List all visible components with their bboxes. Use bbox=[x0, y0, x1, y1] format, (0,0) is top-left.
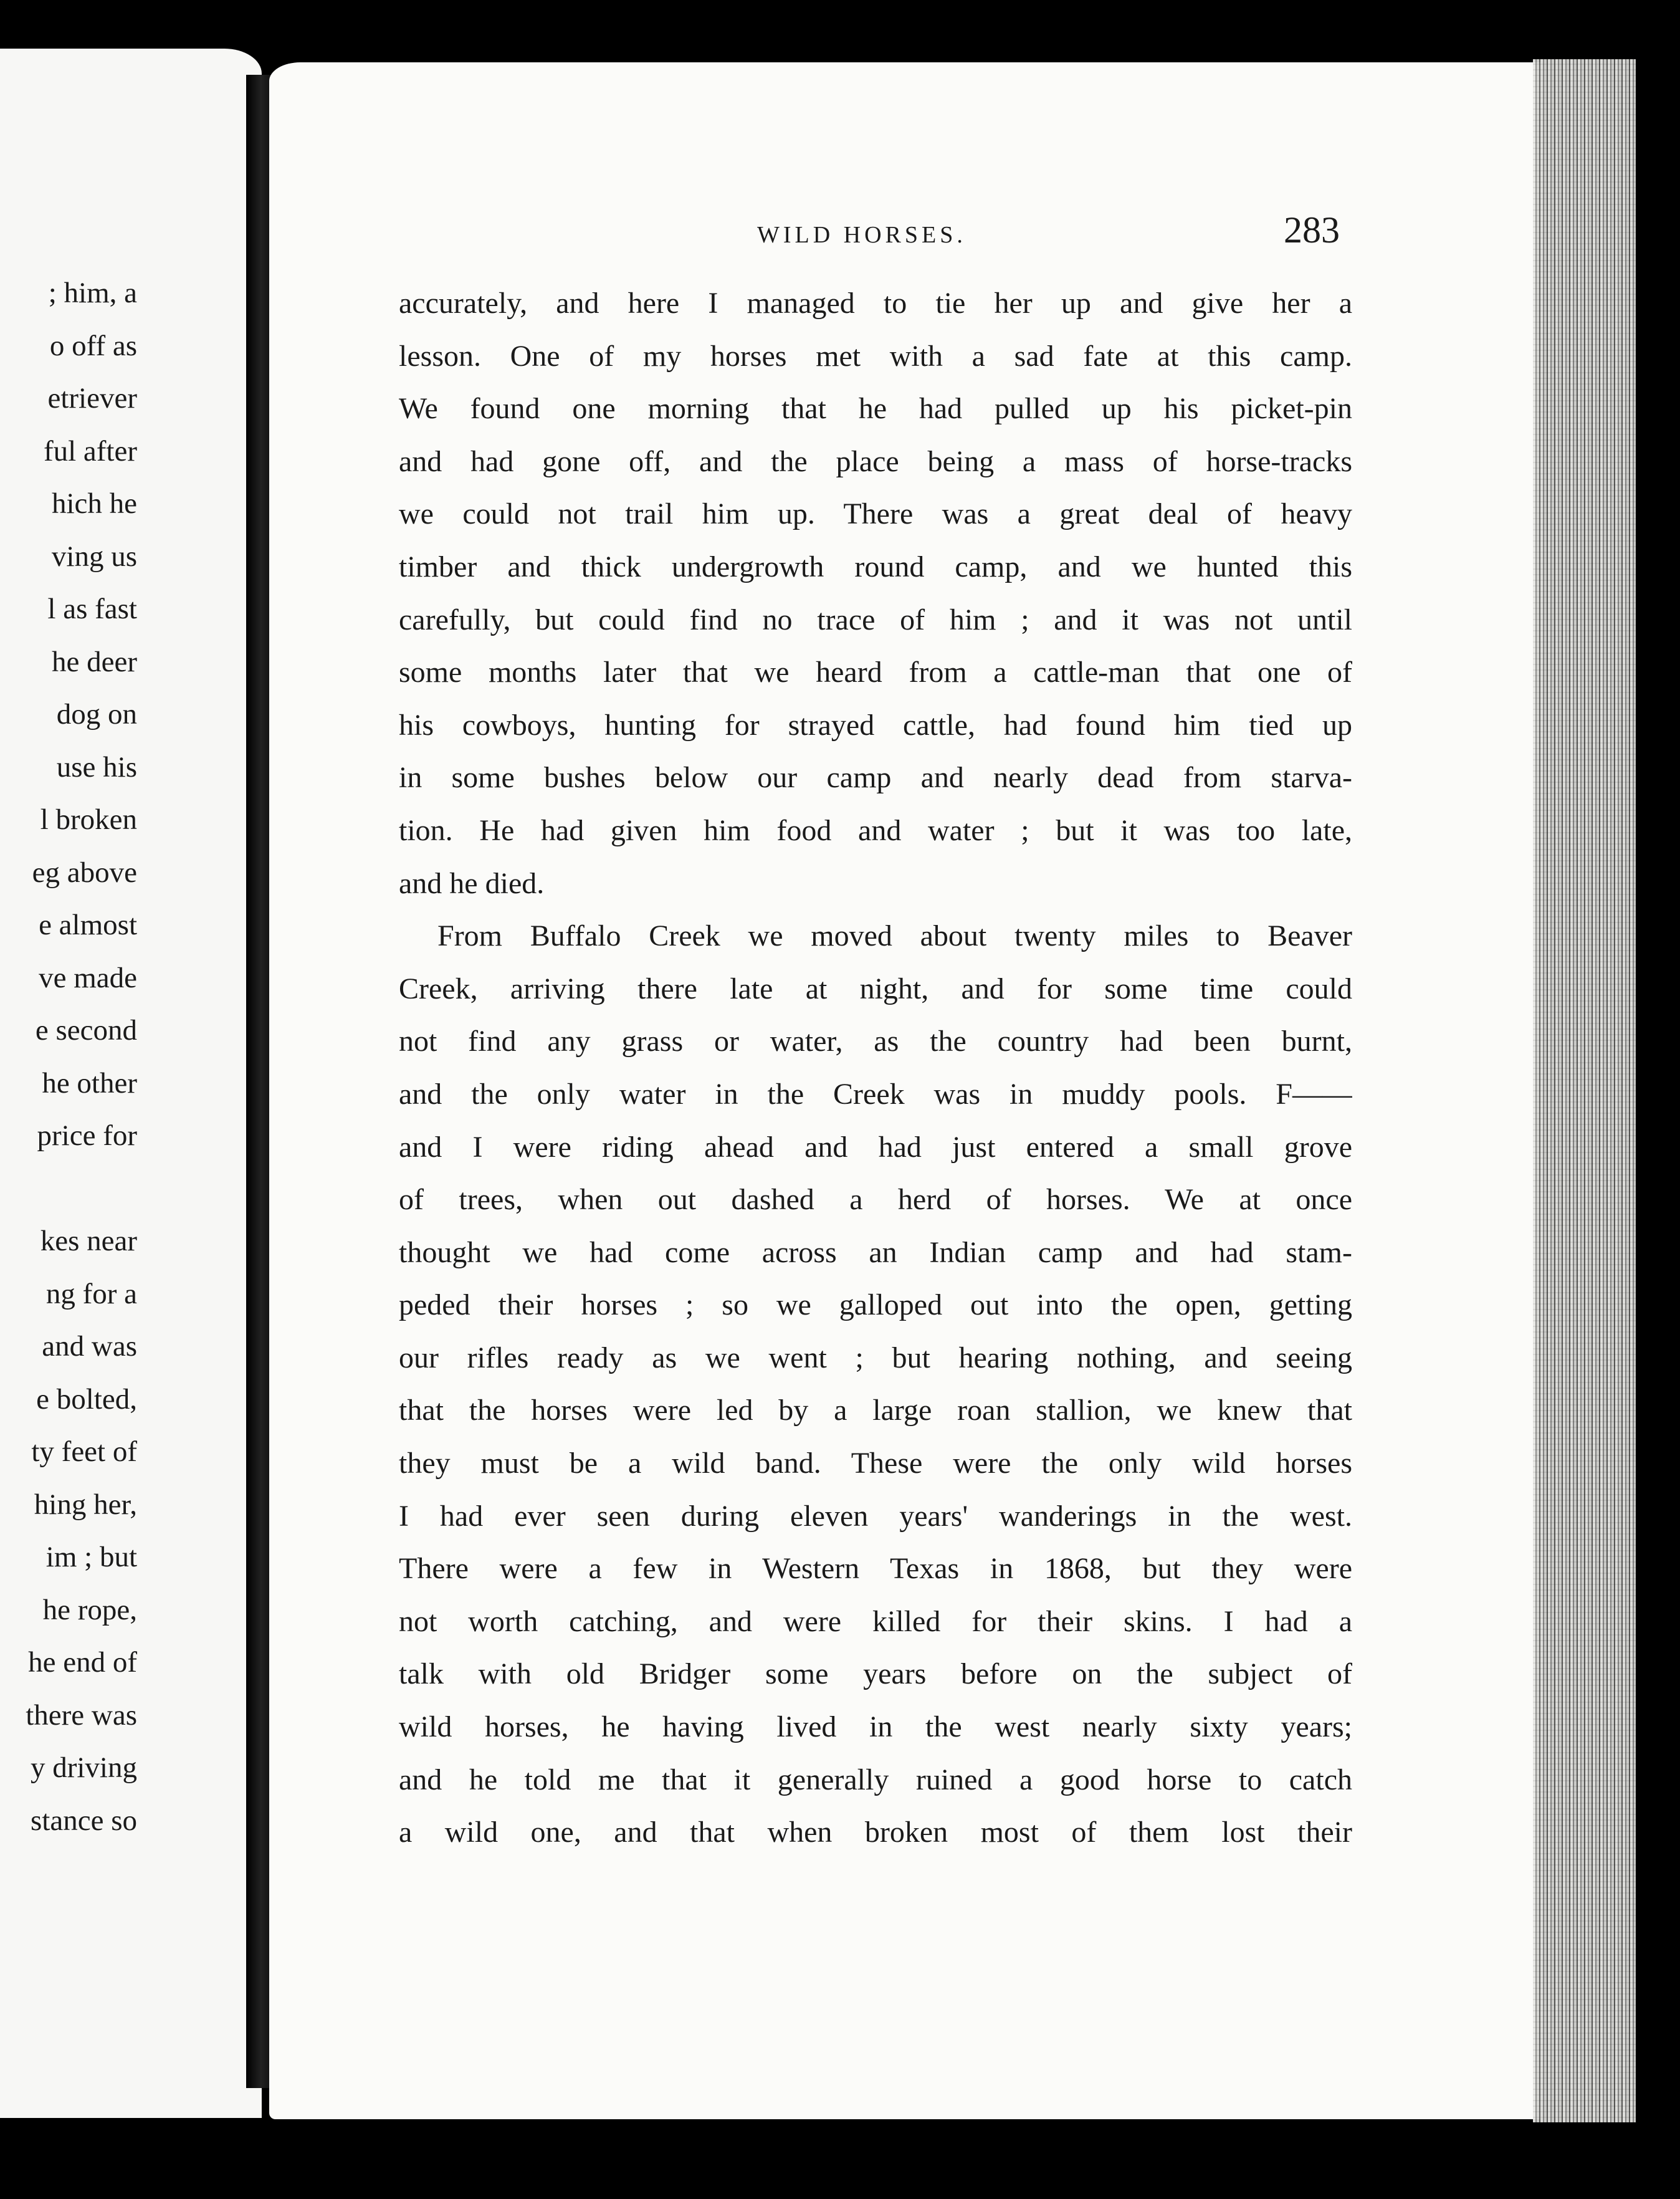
text-line: he other bbox=[42, 1066, 137, 1100]
previous-page-text bbox=[0, 267, 137, 1847]
running-header: WILD HORSES. bbox=[757, 222, 966, 248]
text-line: and the only water in the Creek was in muddy pools. F—— bbox=[399, 1077, 1352, 1111]
text-line: we could not trail him up. There was a great deal of heavy bbox=[399, 497, 1352, 531]
text-line: his cowboys, hunting for strayed cattle, had found him tied up bbox=[399, 708, 1352, 742]
text-line: not find any grass or water, as the country had been burnt, bbox=[399, 1025, 1352, 1058]
text-line: lesson. One of my horses met with a sad fate at this camp. bbox=[399, 339, 1352, 373]
text-line: e bolted, bbox=[36, 1382, 137, 1416]
text-line: that the horses were led by a large roan stallion, we knew that bbox=[399, 1394, 1352, 1427]
text-line: talk with old Bridger some years before on the subject of bbox=[399, 1657, 1352, 1691]
text-line: ; him, a bbox=[48, 277, 137, 309]
text-line: hich he bbox=[51, 487, 137, 520]
previous-page bbox=[0, 49, 262, 2118]
text-line: ty feet of bbox=[31, 1435, 137, 1468]
text-line: l as fast bbox=[47, 593, 137, 625]
text-line: ng for a bbox=[45, 1277, 137, 1310]
text-line: price for bbox=[37, 1119, 137, 1152]
text-line: kes near bbox=[40, 1225, 137, 1257]
text-line: hing her, bbox=[34, 1488, 137, 1521]
text-line: some months later that we heard from a cattle-man that one of bbox=[399, 656, 1352, 689]
text-line: ve made bbox=[39, 961, 137, 994]
text-line: im ; but bbox=[45, 1541, 137, 1573]
text-line: e almost bbox=[39, 909, 137, 941]
text-line: peded their horses ; so we galloped out into the open, getting bbox=[399, 1288, 1352, 1322]
text-line: l broken bbox=[40, 803, 137, 836]
text-line: eg above bbox=[32, 856, 137, 889]
paragraph-start-line: From Buffalo Creek we moved about twenty miles to Beaver bbox=[437, 919, 1352, 953]
text-line: dog on bbox=[56, 698, 137, 731]
text-line: and I were riding ahead and had just entered a small grove bbox=[399, 1130, 1352, 1164]
text-line: our rifles ready as we went ; but hearing nothing, and seeing bbox=[399, 1341, 1352, 1374]
blank-line bbox=[0, 1162, 137, 1215]
text-line: they must be a wild band. These were the only wild horses bbox=[399, 1447, 1352, 1480]
text-line: use his bbox=[56, 750, 137, 783]
text-line: Creek, arriving there late at night, and for some time could bbox=[399, 972, 1352, 1005]
page-body-text bbox=[399, 277, 1352, 1859]
text-line: of trees, when out dashed a herd of horses. We at once bbox=[399, 1183, 1352, 1217]
text-line: I had ever seen during eleven years' wanderings in the west. bbox=[399, 1499, 1352, 1533]
text-line: etriever bbox=[47, 382, 137, 414]
text-line: thought we had come across an Indian camp and had stam- bbox=[399, 1235, 1352, 1269]
text-line: tion. He had given him food and water ; but it was too late, bbox=[399, 813, 1352, 847]
book-gutter bbox=[246, 75, 271, 2088]
text-line: We found one morning that he had pulled up his picket-pin bbox=[399, 392, 1352, 426]
text-line: ving us bbox=[51, 540, 137, 573]
text-line: a wild one, and that when broken most of them lost their bbox=[399, 1816, 1352, 1849]
text-line: there was bbox=[26, 1698, 137, 1732]
text-line: carefully, but could find no trace of him ; and it was not until bbox=[399, 603, 1352, 636]
text-line: e second bbox=[35, 1014, 137, 1047]
text-line: y driving bbox=[30, 1751, 137, 1784]
text-line: not worth catching, and were killed for their skins. I had a bbox=[399, 1604, 1352, 1638]
text-line: and he told me that it generally ruined a good horse to catch bbox=[399, 1763, 1352, 1796]
text-line: There were a few in Western Texas in 1868, but they were bbox=[399, 1552, 1352, 1586]
text-line: wild horses, he having lived in the west nearly sixty years; bbox=[399, 1710, 1352, 1744]
text-line: accurately, and here I managed to tie her up and give her a bbox=[399, 287, 1352, 320]
text-line: ful after bbox=[43, 434, 137, 467]
text-line: he rope, bbox=[42, 1593, 137, 1626]
text-line: he deer bbox=[52, 645, 137, 678]
text-line: stance so bbox=[31, 1804, 137, 1837]
text-line: timber and thick undergrowth round camp, and we hunted this bbox=[399, 550, 1352, 583]
paragraph-end-line: and he died. bbox=[399, 866, 545, 900]
page-edges bbox=[1533, 59, 1636, 2122]
text-line: he end of bbox=[28, 1646, 137, 1679]
text-line: and was bbox=[42, 1330, 137, 1363]
text-line: in some bushes below our camp and nearly dead from starva- bbox=[399, 761, 1352, 795]
text-line: and had gone off, and the place being a mass of horse-tracks bbox=[399, 444, 1352, 478]
text-line: o off as bbox=[49, 329, 137, 362]
page-number: 283 bbox=[1284, 209, 1340, 251]
